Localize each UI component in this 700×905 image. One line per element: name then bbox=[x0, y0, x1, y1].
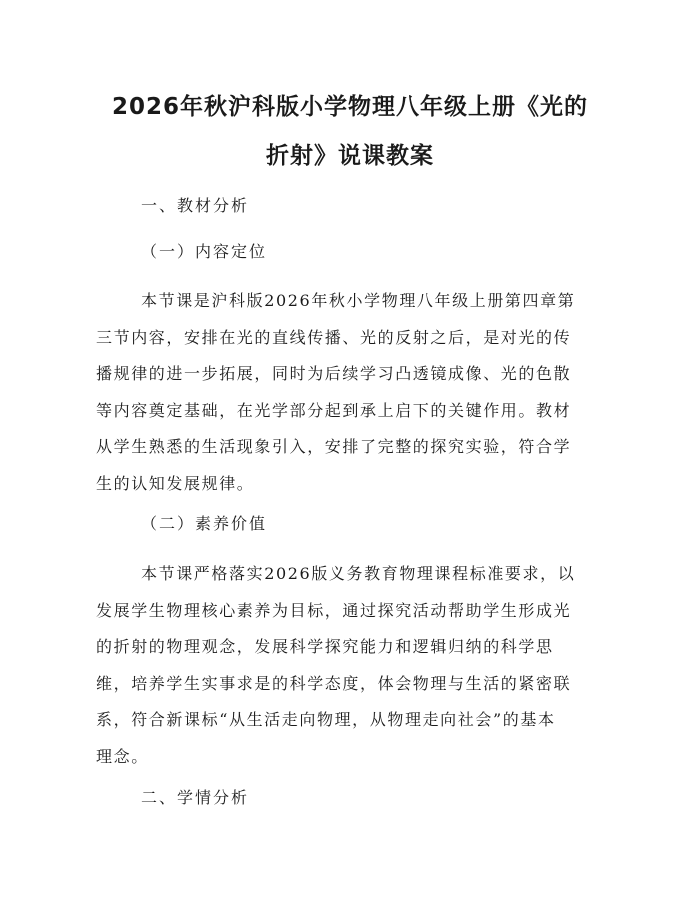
paragraph-line: 发展学生物理核心素养为目标，通过探究活动帮助学生形成光 bbox=[96, 600, 572, 620]
paragraph-literacy-value bbox=[96, 556, 616, 775]
subsection-heading-content-positioning: （一）内容定位 bbox=[141, 242, 268, 261]
paragraph-line: 本节课是沪科版2026年秋小学物理八年级上册第四章第 bbox=[141, 291, 576, 310]
paragraph-line: 从学生熟悉的生活现象引入，安排了完整的探究实验，符合学 bbox=[96, 437, 572, 456]
document-title-line-2: 折射》说课教案 bbox=[266, 143, 434, 169]
paragraph-line: 三节内容，安排在光的直线传播、光的反射之后，是对光的传 bbox=[96, 327, 572, 347]
paragraph-line: 本节课严格落实2026版义务教育物理课程标准要求，以 bbox=[141, 564, 576, 583]
paragraph-line: 的折射的物理观念，发展科学探究能力和逻辑归纳的科学思 bbox=[96, 637, 554, 656]
paragraph-line: 生的认知发展规律。 bbox=[96, 473, 255, 493]
document-title-line-1: 2026年秋沪科版小学物理八年级上册《光的 bbox=[111, 94, 588, 120]
paragraph-line: 维，培养学生实事求是的科学态度，体会物理与生活的紧密联 bbox=[96, 673, 572, 693]
paragraph-content-positioning bbox=[96, 283, 616, 502]
paragraph-line: 播规律的进一步拓展，同时为后续学习凸透镜成像、光的色散 bbox=[96, 364, 572, 383]
paragraph-line: 系，符合新课标“从生活走向物理，从物理走向社会”的基本 bbox=[96, 710, 556, 729]
subsection-heading-literacy-value: （二）素养价值 bbox=[141, 514, 268, 533]
section-heading-textbook-analysis: 一、教材分析 bbox=[141, 196, 250, 215]
paragraph-line: 等内容奠定基础，在光学部分起到承上启下的关键作用。教材 bbox=[96, 400, 572, 420]
section-heading-student-analysis: 二、学情分析 bbox=[141, 788, 250, 807]
paragraph-line: 理念。 bbox=[96, 746, 149, 766]
